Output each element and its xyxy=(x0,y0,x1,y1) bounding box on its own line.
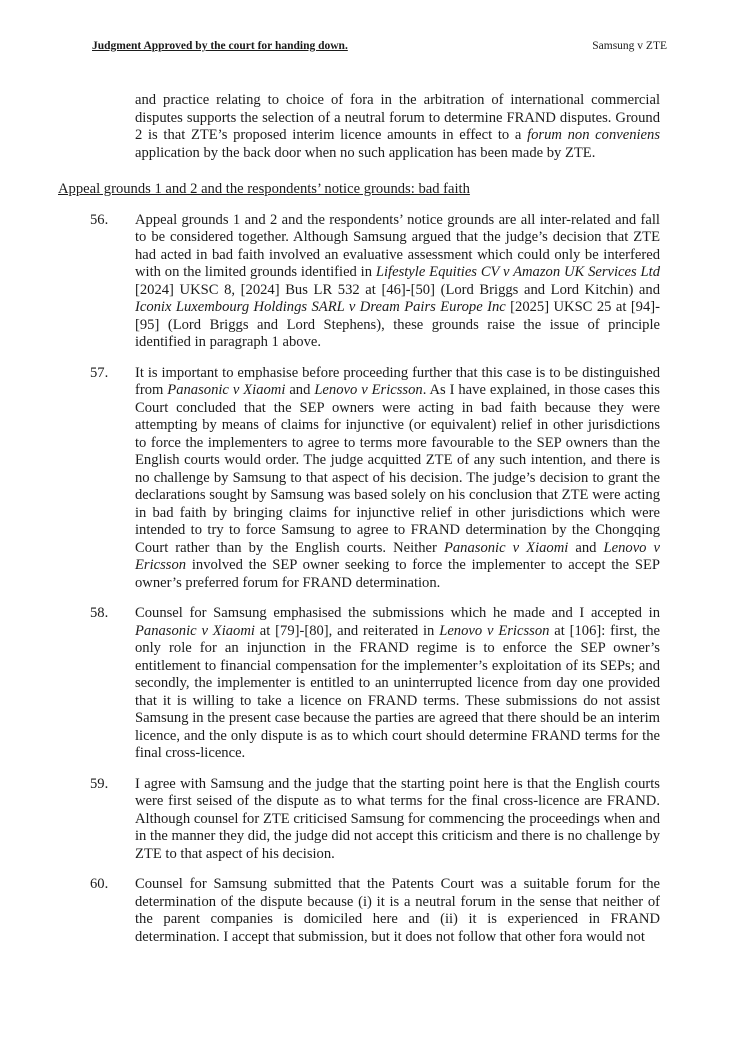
text-run: I agree with Samsung and the judge that the starting point here is that the English courts were first seised of the dispute as to what terms for the final cross-licence are FRAND. Although counsel for ZTE criticised Samsung for commencing the proceedings when and in the manner they did, the judge did not accept this criticism and there is no challenge by ZTE to that aspect of his decision. xyxy=(135,775,660,862)
case-citation: Lenovo v Ericsson xyxy=(439,622,550,639)
text-run: . As I have explained, in those cases this Court concluded that the SEP owners were acting in bad faith because they were attempting by means of claims for injunctive (or equivalent) relief in other jurisdictions to force the implementers to agree to terms more favourable to the SEP owners than the English courts would order. The judge acquitted ZTE of any such intention, and there is no challenge by Samsung to that aspect of his decision. The judge’s decision to grant the declarations sought by Samsung was based solely on his conclusion that ZTE were acting in bad faith by bringing claims for injunctive relief in other jurisdictions which were intended to try to force Samsung to agree to FRAND determination by the Chongqing Court rather than by the English courts. Neither xyxy=(135,382,660,556)
paragraph-number: 60. xyxy=(90,876,109,892)
header-approval-notice: Judgment Approved by the court for handing down. xyxy=(92,40,348,52)
paragraph-text xyxy=(135,365,660,593)
paragraph-number: 57. xyxy=(90,364,109,381)
paragraph-number: 56. xyxy=(90,211,109,228)
text-run: Counsel for Samsung emphasised the submissions which he made and I accepted in xyxy=(135,605,660,621)
text-run: and practice relating to choice of fora in the arbitration of international commercial disputes supports the selection of a neutral forum to determine FRAND disputes. Ground 2 is that ZTE’s proposed interim licence amounts in effect to a xyxy=(135,92,660,143)
case-citation: Lenovo v Ericsson xyxy=(135,539,660,573)
text-run: and xyxy=(285,382,315,398)
section-heading: Appeal grounds 1 and 2 and the respondents’ notice grounds: bad faith xyxy=(58,181,470,197)
text-run: Counsel for Samsung submitted that the Patents Court was a suitable forum for the determination of the dispute because (i) it is a neutral forum in the sense that neither of the parent companies is domiciled here and (ii) it is experienced in FRAND determination. I accept that submission, but it does not follow that other fora would not xyxy=(135,876,660,945)
text-run: involved the SEP owner seeking to force the implementer to accept the SEP owner’s preferred forum for FRAND determination. xyxy=(135,557,660,591)
text-run: [2025] UKSC 25 at [94]-[95] (Lord Briggs and Lord Stephens), these grounds raise the issue of principle identified in paragraph 1 above. xyxy=(135,299,660,350)
paragraph-text xyxy=(135,876,660,946)
header-case-name: Samsung v ZTE xyxy=(592,40,667,52)
text-run: application by the back door when no such application has been made by ZTE. xyxy=(135,144,596,161)
case-citation: Iconix Luxembourg Holdings SARL v Dream Pairs Europe Inc xyxy=(135,299,506,315)
text-run: at [79]-[80], and reiterated in xyxy=(254,622,440,639)
numbered-paragraph-list xyxy=(58,212,660,947)
case-citation: Panasonic v Xiaomi xyxy=(135,622,255,639)
case-citation: Panasonic v Xiaomi xyxy=(443,539,569,556)
numbered-paragraph xyxy=(58,876,660,946)
intro-paragraph xyxy=(135,92,660,162)
text-run: [2024] UKSC 8, [2024] Bus LR 532 at [46]-[50] (Lord Briggs and Lord Kitchin) and xyxy=(135,281,660,298)
case-citation: Lifestyle Equities CV v Amazon UK Services Ltd xyxy=(375,264,660,280)
running-header xyxy=(92,40,667,53)
text-run: at [106]: first, the only role for an injunction in the FRAND regime is to enforce the SEP owner’s entitlement to financial compensation for the implementer’s exploitation of its SEPs; and secondly, the implementer is entitled to an uninterrupted licence from day one provided that it is willing to take a licence on FRAND terms. These submissions do not assist Samsung in the present case because the parties are agreed that there should be an interim licence, and the only dispute is as to which court should determine FRAND terms for the final cross-licence. xyxy=(135,622,660,761)
text-run: It is important to emphasise before proceeding further that this case is to be distinguished from xyxy=(135,364,660,398)
case-citation: Lenovo v Ericsson xyxy=(314,382,423,398)
numbered-paragraph xyxy=(58,365,660,593)
paragraph-number: 58. xyxy=(90,605,109,621)
paragraph-text xyxy=(135,605,660,763)
text-run: and xyxy=(568,539,604,556)
paragraph-text xyxy=(135,212,660,352)
numbered-paragraph xyxy=(58,212,660,352)
judgment-body xyxy=(58,92,660,946)
paragraph-text xyxy=(135,776,660,864)
numbered-paragraph xyxy=(58,776,660,864)
paragraph-number: 59. xyxy=(90,775,109,792)
case-citation: Panasonic v Xiaomi xyxy=(167,382,286,398)
case-citation: forum non conveniens xyxy=(527,127,661,143)
numbered-paragraph xyxy=(58,605,660,763)
text-run: Appeal grounds 1 and 2 and the respondents’ notice grounds are all inter-related and fall to be considered together. Although Samsung argued that the judge’s decision that ZTE had acted in bad faith involved an evaluative assessment which could only be interfered with on the limited grounds identified in xyxy=(135,211,660,280)
